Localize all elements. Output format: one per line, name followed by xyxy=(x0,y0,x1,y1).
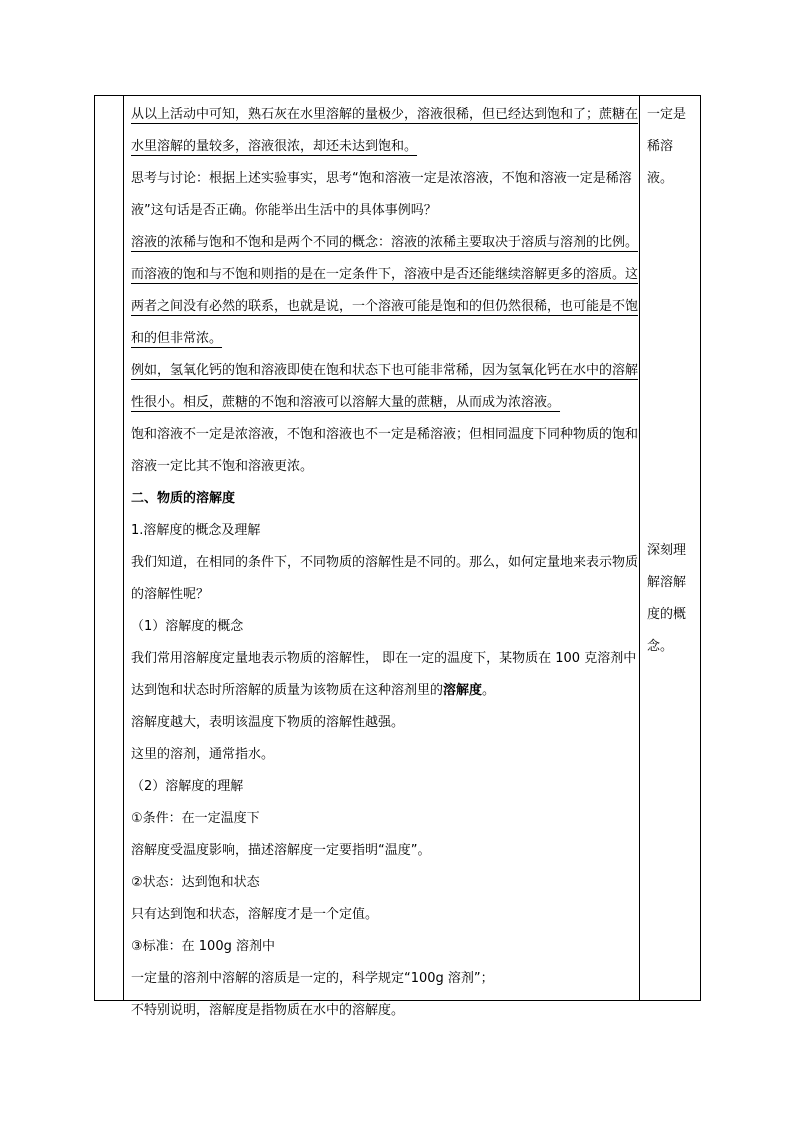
side-note-2-line: 度的概 xyxy=(647,607,687,622)
side-note-2-line: 深刻理 xyxy=(647,543,687,558)
definition-paragraph xyxy=(131,643,639,707)
state-item: ②状态：达到饱和状态 xyxy=(131,875,260,890)
standard-item: ③标准：在 100g 溶剂中 xyxy=(131,939,275,954)
section-heading: 二、物质的溶解度 xyxy=(131,491,236,506)
condition-detail: 溶解度受温度影响，描述溶解度一定要指明“温度”。 xyxy=(131,843,431,858)
column-divider-right xyxy=(639,96,640,1000)
condition-item: ①条件：在一定温度下 xyxy=(131,811,260,826)
column-divider-left xyxy=(123,96,124,1000)
side-note-2-line: 念。 xyxy=(647,639,674,654)
side-note-1 xyxy=(647,99,691,195)
side-note-2-line: 解溶解 xyxy=(647,575,687,590)
intro-paragraph: 我们知道，在相同的条件下，不同物质的溶解性是不同的。那么，如何定量地来表示物质的溶解性呢？ xyxy=(131,555,639,602)
main-content xyxy=(131,99,639,1027)
side-note-2 xyxy=(647,535,691,663)
definition-term: 溶解度 xyxy=(443,683,483,698)
understanding-heading: （2）溶解度的理解 xyxy=(131,779,244,794)
state-detail: 只有达到饱和状态，溶解度才是一个定值。 xyxy=(131,907,379,922)
summary-paragraph: 饱和溶液不一定是浓溶液，不饱和溶液也不一定是稀溶液；但相同温度下同种物质的饱和溶液一定比其不饱和溶液更浓。 xyxy=(131,427,639,474)
concept-heading: （1）溶解度的概念 xyxy=(131,619,244,634)
side-note-1-line: 稀溶 xyxy=(647,139,674,154)
concept-explanation: 溶液的浓稀与饱和不饱和是两个不同的概念：溶液的浓稀主要取决于溶质与溶剂的比例。而溶液的饱和与不饱和则指的是在一定条件下，溶液中是否还能继续溶解更多的溶质。这两者之间没有必然的联系，也就是说，一个溶液可能是饱和的但仍然很稀，也可能是不饱和的但非常浓。 xyxy=(131,235,639,346)
discussion-question: 思考与讨论：根据上述实验事实，思考“饱和溶液一定是浓溶液，不饱和溶液一定是稀溶液”这句话是否正确。你能举出生活中的具体事例吗？ xyxy=(131,171,632,218)
side-note-1-line: 一定是 xyxy=(647,107,687,122)
example-paragraph: 例如，氢氧化钙的饱和溶液即使在饱和状态下也可能非常稀，因为氢氧化钙在水中的溶解性很小。相反，蔗糖的不饱和溶液可以溶解大量的蔗糖，从而成为浓溶液。 xyxy=(131,363,639,410)
definition-text: 我们常用溶解度定量地表示物质的溶解性， 即在一定的温度下，某物质在 100 克溶剂中达到饱和状态时所溶解的质量为该物质在这种溶剂里的 xyxy=(131,651,637,698)
solubility-note: 溶解度越大，表明该温度下物质的溶解性越强。 xyxy=(131,715,405,730)
subsection-heading: 1.溶解度的概念及理解 xyxy=(131,523,261,538)
water-note: 不特别说明，溶解度是指物质在水中的溶解度。 xyxy=(131,1003,405,1018)
solvent-note: 这里的溶剂，通常指水。 xyxy=(131,747,275,762)
standard-detail: 一定量的溶剂中溶解的溶质是一定的，科学规定“100g 溶剂”； xyxy=(131,971,494,986)
lesson-table xyxy=(94,95,701,1018)
conclusion-paragraph: 从以上活动中可知，熟石灰在水里溶解的量极少，溶液很稀，但已经达到饱和了；蔗糖在水里溶解的量较多，溶液很浓，却还未达到饱和。 xyxy=(131,107,639,154)
side-note-1-line: 液。 xyxy=(647,171,674,186)
definition-end: 。 xyxy=(482,683,496,698)
